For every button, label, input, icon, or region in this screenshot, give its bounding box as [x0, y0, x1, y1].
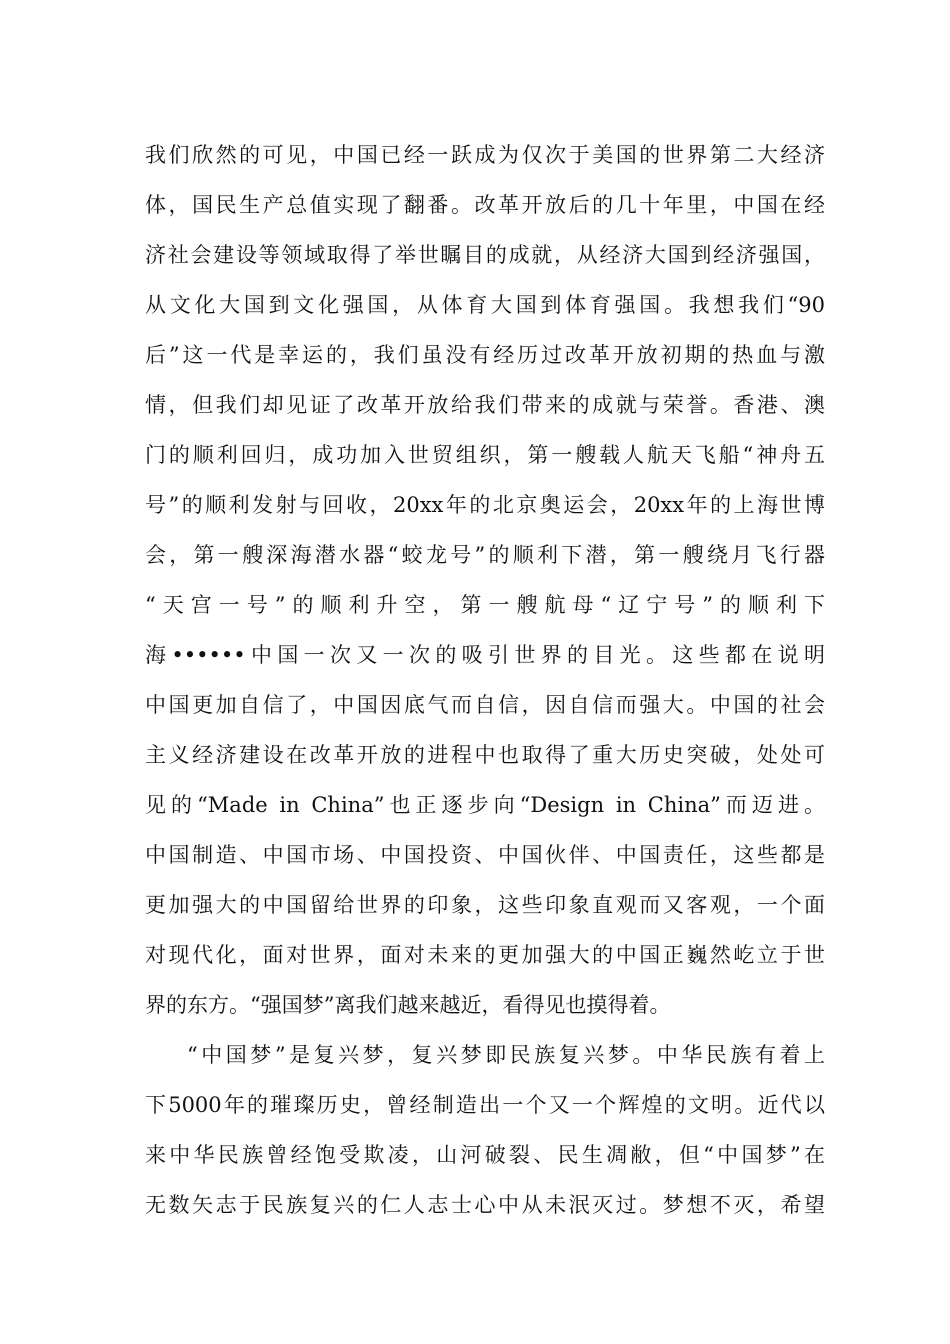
paragraph-2-line-3: 来中华民族曾经饱受欺凌，山河破裂、民生凋敝，但“中国梦”在	[145, 1143, 825, 1167]
paragraph-1-line-7: 门的顺利回归，成功加入世贸组织，第一艘载人航天飞船“神舟五	[145, 443, 825, 467]
paragraph-1-line-12: 中国更加自信了，中国因底气而自信，因自信而强大。中国的社会	[145, 693, 825, 717]
paragraph-1-line-8: 号”的顺利发射与回收，20xx年的北京奥运会，20xx年的上海世博	[145, 493, 825, 517]
paragraph-1-line-13: 主义经济建设在改革开放的进程中也取得了重大历史突破，处处可	[145, 743, 825, 767]
paragraph-1-line-11: 海••••••中国一次又一次的吸引世界的目光。这些都在说明	[145, 643, 825, 667]
paragraph-1-line-10: “天宫一号”的顺利升空，第一艘航母“辽宁号”的顺利下	[145, 593, 825, 617]
paragraph-1-line-6: 情，但我们却见证了改革开放给我们带来的成就与荣誉。香港、澳	[145, 393, 825, 417]
document-body	[145, 130, 825, 1230]
paragraph-1-line-4: 从文化大国到文化强国，从体育大国到体育强国。我想我们“90	[145, 293, 825, 317]
paragraph-2-line-1: “中国梦”是复兴梦，复兴梦即民族复兴梦。中华民族有着上	[187, 1043, 825, 1067]
paragraph-1-line-18: 界的东方。“强国梦”离我们越来越近，看得见也摸得着。	[145, 993, 671, 1017]
paragraph-2-line-4: 无数矢志于民族复兴的仁人志士心中从未泯灭过。梦想不灭，希望	[145, 1193, 825, 1217]
paragraph-1-line-9: 会，第一艘深海潜水器“蛟龙号”的顺利下潜，第一艘绕月飞行器	[145, 543, 825, 567]
paragraph-1-line-15: 中国制造、中国市场、中国投资、中国伙伴、中国责任，这些都是	[145, 843, 825, 867]
paragraph-1-line-16: 更加强大的中国留给世界的印象，这些印象直观而又客观，一个面	[145, 893, 825, 917]
paragraph-1-line-5: 后”这一代是幸运的，我们虽没有经历过改革开放初期的热血与激	[145, 343, 825, 367]
paragraph-1-line-14: 见的“Made in China”也正逐步向“Design in China”而迈进。	[145, 793, 825, 817]
paragraph-1-line-1: 我们欣然的可见，中国已经一跃成为仅次于美国的世界第二大经济	[145, 143, 825, 167]
paragraph-1-line-3: 济社会建设等领域取得了举世瞩目的成就，从经济大国到经济强国，	[145, 243, 825, 267]
paragraph-1-line-17: 对现代化，面对世界，面对未来的更加强大的中国正巍然屹立于世	[145, 943, 825, 967]
paragraph-1-line-2: 体，国民生产总值实现了翻番。改革开放后的几十年里，中国在经	[145, 193, 825, 217]
paragraph-2-line-2: 下5000年的璀璨历史，曾经制造出一个又一个辉煌的文明。近代以	[145, 1093, 825, 1117]
